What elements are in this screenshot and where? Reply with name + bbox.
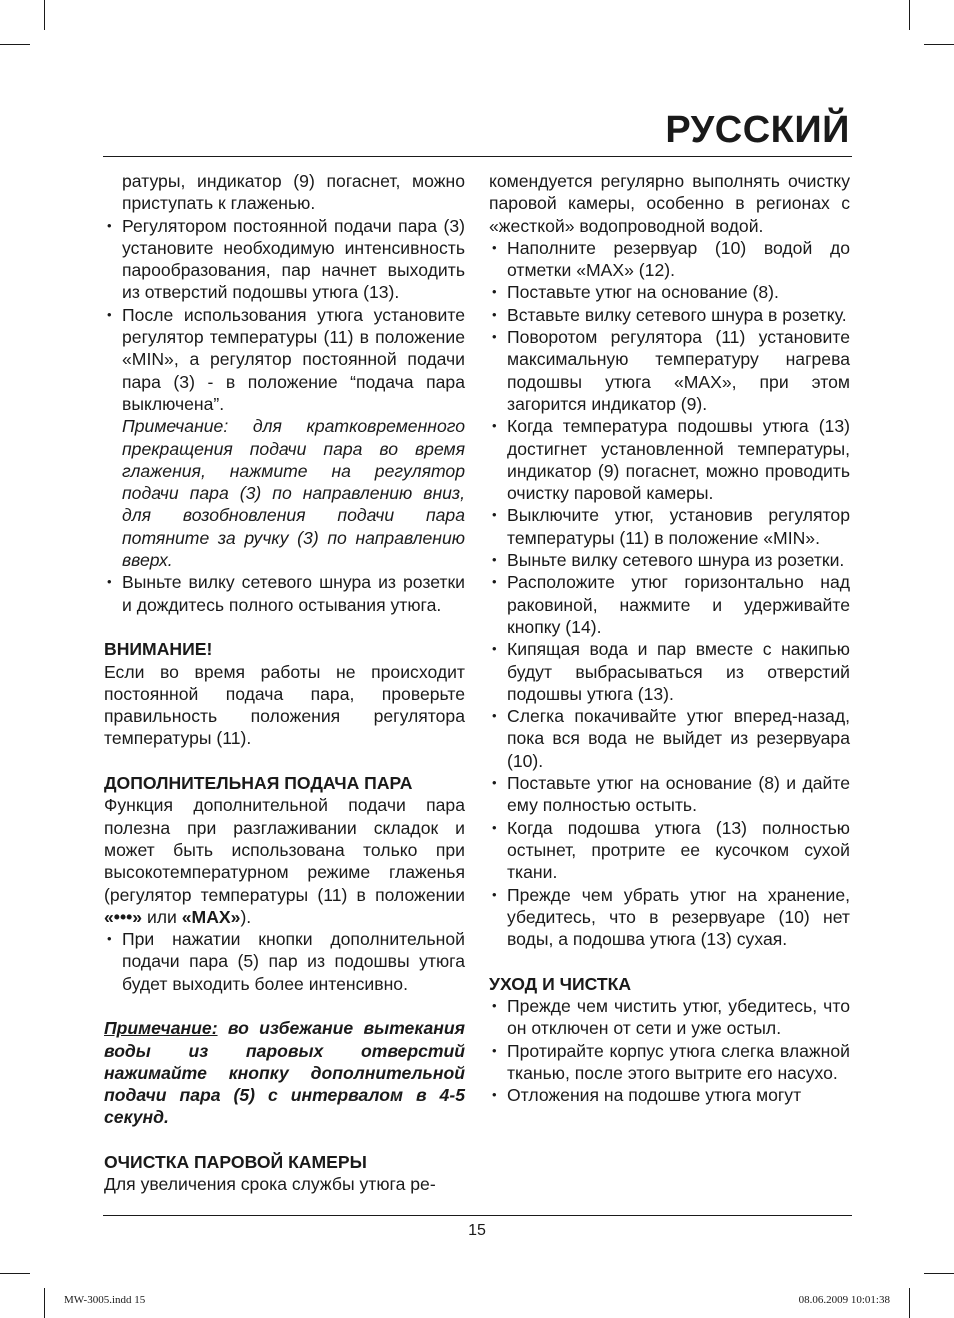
page-number: 15: [468, 1222, 486, 1239]
warning-heading: ВНИМАНИЕ!: [104, 639, 213, 660]
spacer: [104, 1129, 465, 1151]
list-item: • Поставьте утюг на основание (8) и дайте ему полностью остыть.: [489, 772, 850, 817]
cleaning-intro-continuation: комендуется регулярно выполнять очистку паровой камеры, особенно в регионах с «жесткой» водопроводной водой.: [489, 171, 850, 236]
left-column: [104, 170, 465, 1196]
note-bold: [104, 1017, 465, 1128]
list-item: • Выньте вилку сетевого шнура из розетки.: [489, 549, 850, 571]
or-text: или: [142, 906, 182, 927]
instruction-list: [104, 928, 465, 995]
extra-steam-text-part: Функция дополнительной подачи пара полезна при разглаживании складок и может быть использована только при высокотемпературном режиме глаженья (регулятор температуры (11) в положении: [104, 795, 465, 905]
list-item: • Отложения на подошве утюга могут: [489, 1084, 850, 1106]
steam-chamber-cleaning-heading: ОЧИСТКА ПАРОВОЙ КАМЕРЫ: [104, 1152, 367, 1173]
cleaning-steps-list: [489, 237, 850, 951]
list-item: • Наполните резервуар (10) водой до отметки «MAX» (12).: [489, 237, 850, 282]
list-item: • Кипящая вода и пар вместе с накипью будут выбрасываться из отверстий подошвы утюга (13).: [489, 638, 850, 705]
crop-mark: [909, 0, 910, 30]
footer-datetime: 08.06.2009 10:01:38: [798, 1294, 890, 1306]
crop-mark: [909, 1288, 910, 1318]
crop-mark: [0, 44, 30, 45]
extra-steam-text-end: ).: [240, 906, 252, 927]
warning-text: Если во время работы не происходит постоянной подача пара, проверьте правильность положения регулятора температуры (11).: [104, 661, 465, 749]
extra-steam-text: [104, 794, 465, 928]
list-item: • Слегка покачивайте утюг вперед-назад, пока вся вода не выйдет из резервуара (10).: [489, 705, 850, 772]
note-bold-text: во избежание вытекания воды из паровых отверстий нажимайте кнопку дополнительной подачи пара (5) с интервалом в 4-5 секунд.: [104, 1018, 465, 1128]
spacer: [489, 950, 850, 972]
language-heading: РУССКИЙ: [665, 109, 850, 151]
spacer: [104, 995, 465, 1017]
instruction-list: [104, 215, 465, 416]
list-item: • Протирайте корпус утюга слегка влажной тканью, после этого вытрите его насухо.: [489, 1040, 850, 1085]
crop-mark: [924, 1273, 954, 1274]
list-item: • Расположите утюг горизонтально над раковиной, нажмите и удерживайте кнопку (14).: [489, 571, 850, 638]
list-item: • Выключите утюг, установив регулятор температуры (11) в положение «MIN».: [489, 504, 850, 549]
footer-rule: [103, 1215, 852, 1216]
care-list: [489, 995, 850, 1106]
list-item: • После использования утюга установите регулятор температуры (11) в положение «MIN», а регулятор постоянной подачи пара (3) - в положение “подача пара выключена”.: [104, 304, 465, 415]
intro-continuation: ратуры, индикатор (9) погаснет, можно приступать к глаженью.: [122, 171, 465, 214]
list-item: • Когда подошва утюга (13) полностью остынет, протрите ее кусочком сухой ткани.: [489, 817, 850, 884]
spacer: [104, 616, 465, 638]
spacer: [104, 750, 465, 772]
header-rule: [103, 156, 852, 157]
cleaning-intro: Для увеличения срока службы утюга ре-: [104, 1174, 436, 1195]
crop-mark: [0, 1273, 30, 1274]
care-cleaning-heading: УХОД И ЧИСТКА: [489, 973, 632, 994]
extra-steam-heading: ДОПОЛНИТЕЛЬНАЯ ПОДАЧА ПАРА: [104, 773, 413, 794]
crop-mark: [44, 0, 45, 30]
list-item: • Поворотом регулятора (11) установите максимальную температуру нагрева подошвы утюга «MAX», при этом загорится индикатор (9).: [489, 326, 850, 415]
note-text: Примечание: для кратковременного прекращения подачи пара во время глажения, нажмите на регулятор подачи пара (3) по направлению вниз, для возобновления подачи пара потяните за ручку (3) по направлению вверх.: [122, 416, 465, 571]
max-mode: «MAX»: [181, 906, 241, 927]
footer-file-info: MW-3005.indd 15: [64, 1294, 146, 1306]
right-column: [489, 170, 850, 1106]
list-item: • Когда температура подошвы утюга (13) достигнет установленной температуры, индикатор (9) погаснет, можно проводить очистку паровой камеры.: [489, 415, 850, 504]
crop-mark: [924, 44, 954, 45]
list-item: • Регулятором постоянной подачи пара (3) установите необходимую интенсивность парообразования, пар начнет выходить из отверстий подошвы утюга (13).: [104, 215, 465, 304]
list-item: • Выньте вилку сетевого шнура из розетки и дождитесь полного остывания утюга.: [104, 571, 465, 616]
note-label: Примечание:: [104, 1018, 218, 1039]
list-item: • Вставьте вилку сетевого шнура в розетку.: [489, 304, 850, 326]
list-item: • Поставьте утюг на основание (8).: [489, 281, 850, 303]
crop-mark: [44, 1288, 45, 1318]
list-item: • При нажатии кнопки дополнительной подачи пара (5) пар из подошвы утюга будет выходить более интенсивно.: [104, 928, 465, 995]
list-item: • Прежде чем убрать утюг на хранение, убедитесь, что в резервуаре (10) нет воды, а подошва утюга (13) сухая.: [489, 884, 850, 951]
list-item: • Прежде чем чистить утюг, убедитесь, что он отключен от сети и уже остыл.: [489, 995, 850, 1040]
dots-mode: «•••»: [104, 906, 143, 927]
instruction-list: [104, 571, 465, 616]
